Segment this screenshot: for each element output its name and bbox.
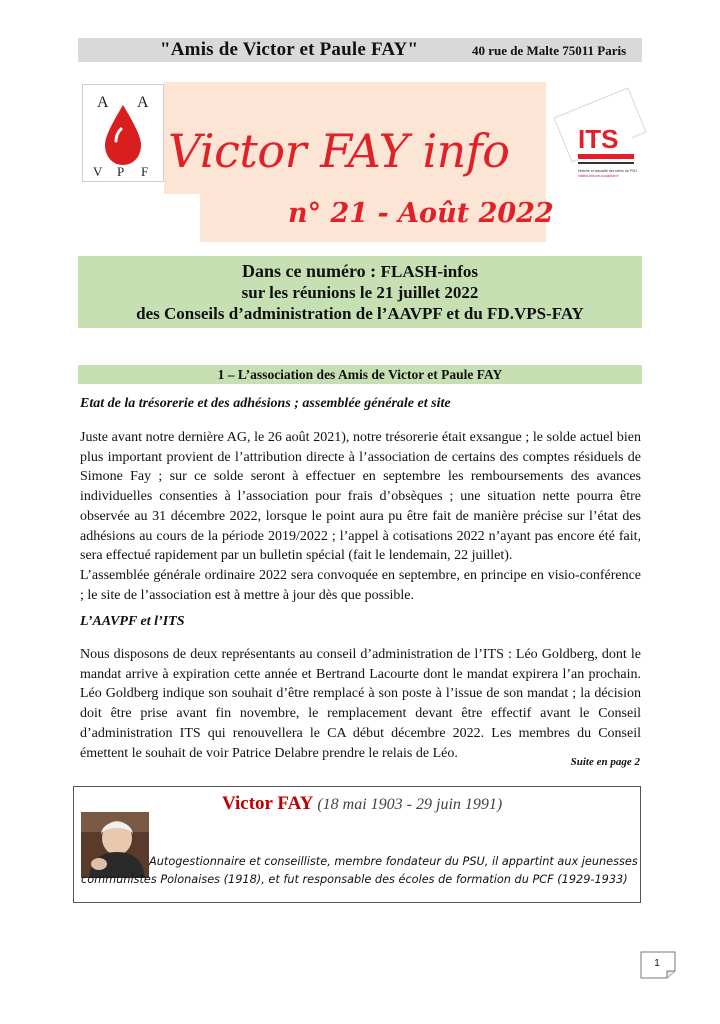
bio-name: Victor FAY — [222, 793, 313, 814]
svg-text:A: A — [137, 94, 149, 111]
svg-text:Histoire et actualité des Idée: Histoire et actualité des Idées de PSU — [578, 169, 637, 173]
subheading-its: L’AAVPF et l’ITS — [80, 614, 185, 629]
bio-text-line2: communistes Polonaises (1918), et fut responsable des écoles de formation du PCF (1929-1933) — [81, 873, 628, 886]
svg-text:P: P — [117, 164, 125, 179]
page-number: 1 — [654, 958, 660, 969]
svg-text:ITS: ITS — [578, 124, 619, 154]
svg-text:institut-tribune-socialiste.fr: institut-tribune-socialiste.fr — [578, 174, 619, 178]
subheading-treasury: Etat de la trésorerie et des adhésions ; assemblée générale et site — [80, 396, 451, 411]
page-number-box — [640, 951, 676, 979]
summary-line3: des Conseils d’administration de l’AAVPF et du FD.VPS-FAY — [136, 304, 584, 323]
summary-line1: FLASH-infos — [380, 262, 478, 281]
aavpf-logo — [82, 84, 164, 182]
bio-heading — [222, 793, 502, 815]
paragraph-treasury: Juste avant notre dernière AG, le 26 août 2021), notre trésorerie était exsangue ; le solde actuel bien plus important provient de l’attribution directe à l’association de certains des comptes résiduels de Simone Fay ; sur ce solde seront à effectuer en septembre les remboursements des avances individuelles consenties à l’association pour frais d’obsèques ; une situation nette pourra être observée au 31 décembre 2022, lorsque le point aura pu être fait de manière précise sur l’état des adhésions au cours de la période 2019/2022 ; l’appel à cotisations 2022 n’ayant pas encore été fait, sera effectué rapidement par un bulletin spécial (fait le lendemain, 22 juillet). — [80, 430, 641, 564]
summary-lead: Dans ce numéro : — [242, 261, 381, 281]
organization-name: "Amis de Victor et Paule FAY" — [160, 39, 419, 60]
section-title: 1 – L’association des Amis de Victor et Paule FAY — [78, 365, 642, 384]
svg-text:F: F — [141, 164, 149, 179]
summary-line2: sur les réunions le 21 juillet 2022 — [241, 283, 479, 302]
organization-address: 40 rue de Malte 75011 Paris — [472, 43, 627, 58]
svg-text:V: V — [93, 164, 103, 179]
paragraph-general-assembly: L’assemblée générale ordinaire 2022 sera convoquée en septembre, en principe en visio-conférence ; le site de l’association est à mettre à jour dès que possible. — [80, 568, 641, 603]
svg-text:A: A — [97, 94, 109, 111]
newsletter-title: Victor FAY info — [168, 124, 510, 178]
header-bar — [78, 38, 642, 62]
continued-note: Suite en page 2 — [570, 756, 640, 768]
bio-dates: (18 mai 1903 - 29 juin 1991) — [317, 796, 503, 813]
bio-description — [81, 853, 638, 889]
issue-summary — [78, 256, 642, 328]
issue-number: n° 21 - Août 2022 — [288, 198, 554, 229]
paragraph-its: Nous disposons de deux représentants au conseil d’administration de l’ITS : Léo Goldberg, dont le mandat arrive à expiration cette année et Bertrand Lacourte dont le mandat expirera l’an prochain. Léo Goldberg indique son souhait d’être remplacé à son poste à l’issue de son mandat ; la décision doit être prise avant fin novembre, le remplacement devant être effectif avant le Conseil d’administration ITS qui renouvellera le CA début décembre 2022. Les membres du Conseil émettent le souhait de voir Patrice Delabre prendre le relais de Léo. — [80, 647, 641, 761]
bio-text-line1: Autogestionnaire et conseilliste, membre fondateur du PSU, il appartint aux jeunesses — [149, 855, 638, 868]
its-logo — [550, 84, 650, 194]
biography-box — [73, 786, 641, 903]
